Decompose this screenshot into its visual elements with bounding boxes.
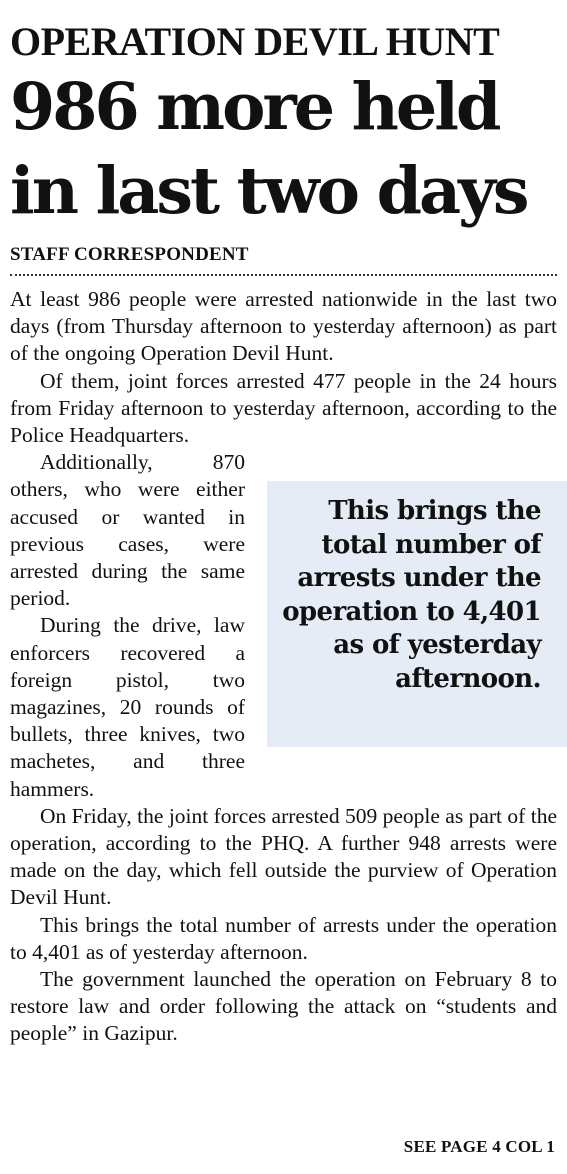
article-kicker: OPERATION DEVIL HUNT bbox=[10, 19, 500, 64]
paragraph-6: This brings the total number of arrests under the operation to 4,401 as of yesterday afternoon. bbox=[10, 912, 557, 964]
paragraph-4: During the drive, law enforcers recovered a foreign pistol, two magazines, 20 rounds of bullets, three knives, two machetes, and three hammers. bbox=[10, 613, 245, 801]
byline: STAFF CORRESPONDENT bbox=[10, 244, 557, 276]
article-body bbox=[10, 286, 557, 1048]
headline-line-2: in last two days bbox=[10, 153, 527, 229]
news-article bbox=[10, 12, 557, 1048]
paragraph-3: Additionally, 870 others, who were either accused or wanted in previous cases, were arrested during the same period. bbox=[10, 450, 245, 611]
paragraph-5: On Friday, the joint forces arrested 509 people as part of the operation, according to the PHQ. A further 948 arrests were made on the day, which fell outside the purview of Operation Devil Hunt. bbox=[10, 803, 557, 910]
paragraph-2: Of them, joint forces arrested 477 people in the 24 hours from Friday afternoon to yesterday afternoon, according to the Police Headquarters. bbox=[10, 368, 557, 448]
continuation-jump-line: SEE PAGE 4 COL 1 bbox=[403, 1137, 555, 1156]
headline-line-1: 986 more held bbox=[10, 69, 499, 145]
pull-quote: This brings the total number of arrests under the operation to 4,401 as of yesterday afternoon. bbox=[267, 481, 567, 747]
paragraph-1: At least 986 people were arrested nationwide in the last two days (from Thursday afternoon to yesterday afternoon) as part of the ongoing Operation Devil Hunt. bbox=[10, 287, 557, 366]
paragraph-7: The government launched the operation on February 8 to restore law and order following the attack on “students and people” in Gazipur. bbox=[10, 967, 557, 1046]
